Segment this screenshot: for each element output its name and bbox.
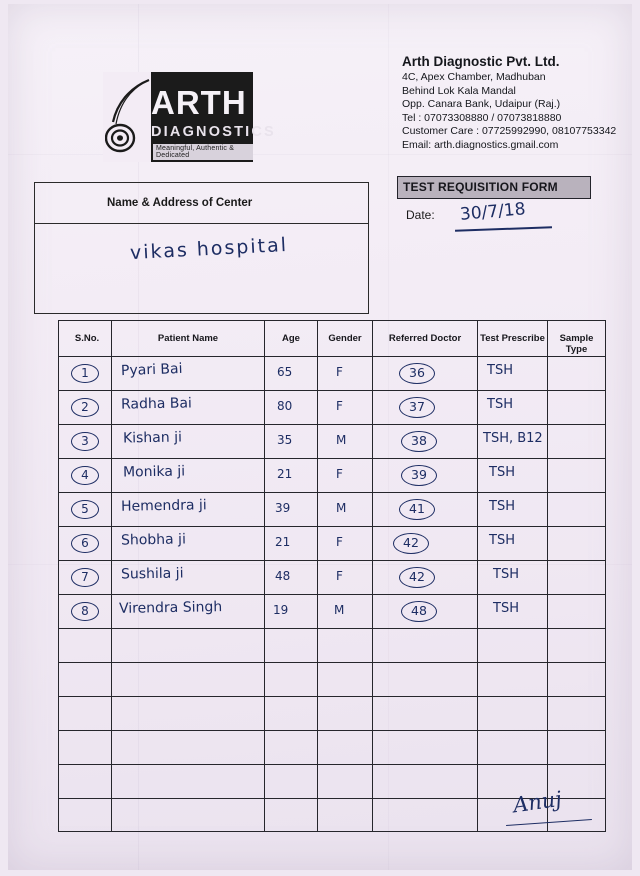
row-sno: 7 [71, 568, 99, 587]
table-column-divider [111, 321, 112, 831]
logo-sub-text: DIAGNOSTICS [151, 124, 276, 140]
table-row-divider [59, 628, 605, 629]
test-requisition-banner [397, 176, 591, 199]
signature: Anuj [511, 786, 564, 818]
row-gender: F [336, 535, 343, 549]
table-row-divider [59, 764, 605, 765]
logo-brand-text: ARTH [151, 84, 247, 121]
table-row-divider [59, 696, 605, 697]
company-email: Email: arth.diagnostics.gmail.com [402, 138, 559, 151]
row-test: TSH [487, 397, 513, 412]
table-row-divider [59, 594, 605, 595]
row-age: 21 [277, 467, 293, 481]
company-info-block [402, 54, 638, 152]
row-gender: F [336, 365, 343, 379]
table-column-divider [372, 321, 373, 831]
patient-table [58, 320, 606, 832]
table-header-sample: Sample Type [559, 333, 594, 355]
table-header-test: Test Prescribe [480, 333, 545, 344]
scanned-form-page [8, 4, 632, 870]
date-value: 30/7/18 [459, 199, 527, 225]
row-age: 39 [275, 501, 291, 515]
table-row-divider [59, 560, 605, 561]
row-patient-name: Monika ji [122, 463, 186, 481]
row-patient-name: Kishan ji [122, 429, 183, 447]
center-name-value: vikas hospital [129, 233, 289, 265]
table-row-divider [59, 458, 605, 459]
row-patient-name: Shobha ji [120, 531, 187, 549]
table-header-sno: S.No. [74, 333, 100, 344]
row-test: TSH [493, 601, 519, 616]
table-row-divider [59, 730, 605, 731]
company-address-2: Behind Lok Kala Mandal [402, 84, 516, 97]
row-patient-name: Sushila ji [120, 565, 184, 583]
table-row-divider [59, 662, 605, 663]
row-sno: 4 [71, 466, 99, 485]
table-header-doctor: Referred Doctor [388, 333, 462, 344]
table-row-divider [59, 424, 605, 425]
table-column-divider [264, 321, 265, 831]
table-header-gender: Gender [328, 333, 362, 344]
company-customer-care: Customer Care : 07725992990, 08107753342 [402, 125, 617, 137]
row-test: TSH [489, 533, 515, 548]
table-header-age: Age [282, 333, 300, 344]
row-test: TSH [489, 465, 515, 480]
row-referred-doctor: 37 [399, 397, 435, 418]
row-test: TSH, B12 [483, 431, 543, 446]
date-label: Date: [406, 208, 435, 222]
company-name: Arth Diagnostic Pvt. Ltd. [402, 54, 560, 69]
row-gender: M [336, 433, 347, 447]
company-telephone: Tel : 07073308880 / 07073818880 [402, 111, 562, 124]
row-sno: 2 [71, 398, 99, 417]
row-sno: 1 [71, 364, 99, 383]
row-referred-doctor: 42 [393, 533, 429, 554]
company-address-3: Opp. Canara Bank, Udaipur (Raj.) [402, 98, 561, 110]
row-gender: M [334, 603, 345, 617]
row-sno: 6 [71, 534, 99, 553]
row-referred-doctor: 38 [401, 431, 437, 452]
row-patient-name: Virendra Singh [118, 599, 223, 617]
row-referred-doctor: 41 [399, 499, 435, 520]
row-patient-name: Radha Bai [120, 395, 193, 413]
table-row-divider [59, 356, 605, 357]
row-gender: M [336, 501, 347, 515]
row-test: TSH [489, 499, 515, 514]
row-gender: F [336, 399, 343, 413]
table-column-divider [547, 321, 548, 831]
row-referred-doctor: 36 [399, 363, 435, 384]
logo-tagline: Meaningful, Authentic & Dedicated [153, 144, 253, 160]
test-requisition-title: TEST REQUISITION FORM [403, 180, 558, 194]
row-gender: F [336, 569, 343, 583]
table-row-divider [59, 492, 605, 493]
company-address-1: 4C, Apex Chamber, Madhuban [402, 71, 546, 83]
row-age: 80 [277, 399, 293, 413]
row-referred-doctor: 39 [401, 465, 437, 486]
row-sno: 3 [71, 432, 99, 451]
row-test: TSH [487, 363, 513, 378]
date-underline [455, 226, 552, 231]
table-column-divider [477, 321, 478, 831]
table-row-divider [59, 390, 605, 391]
paper-crease [8, 154, 632, 155]
row-age: 21 [275, 535, 291, 549]
table-row-divider [59, 526, 605, 527]
row-patient-name: Pyari Bai [120, 360, 183, 380]
center-box-divider [35, 223, 368, 224]
center-name-label: Name & Address of Center [107, 197, 253, 209]
table-column-divider [317, 321, 318, 831]
center-name-address-box [34, 182, 369, 314]
row-age: 65 [277, 365, 293, 379]
table-header-name: Patient Name [157, 333, 219, 344]
row-sno: 5 [71, 500, 99, 519]
row-age: 48 [275, 569, 291, 583]
arth-logo [103, 72, 276, 162]
row-test: TSH [493, 567, 519, 582]
row-gender: F [336, 467, 343, 481]
row-age: 35 [277, 433, 293, 447]
row-referred-doctor: 42 [399, 567, 435, 588]
row-age: 19 [273, 603, 289, 617]
row-sno: 8 [71, 602, 99, 621]
row-referred-doctor: 48 [401, 601, 437, 622]
row-patient-name: Hemendra ji [120, 497, 207, 515]
logo-swoosh-icon [105, 78, 151, 158]
